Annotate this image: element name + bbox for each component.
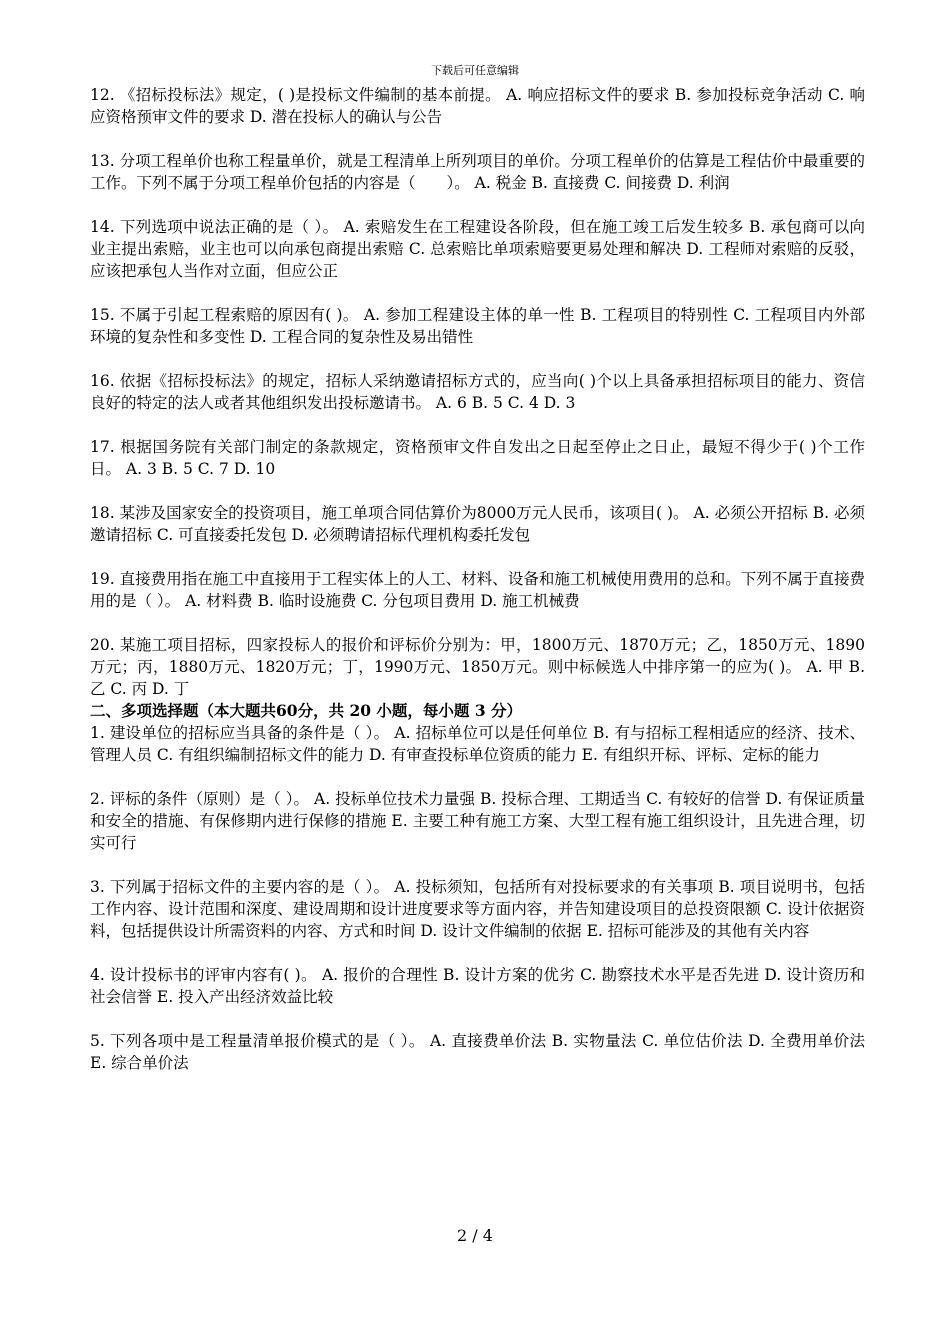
question-16: 16. 依据《招标投标法》的规定，招标人采纳邀请招标方式的，应当向( )个以上具备承担招标项目的能力、资信良好的特定的法人或者其他组织发出投标邀请书。 A. 6 B. 5 C. 4 D. 3 [90,372,865,412]
question-13: 13. 分项工程单价也称工程量单价，就是工程清单上所列项目的单价。分项工程单价的估算是工程估价中最重要的工作。下列不属于分项工程单价包括的内容是（ ）。 A. 税金 B. 直接费 C. 间接费 D. 利润 [90,152,865,192]
question-12: 12. 《招标投标法》规定，( )是投标文件编制的基本前提。 A. 响应招标文件的要求 B. 参加投标竞争活动 C. 响应资格预审文件的要求 D. 潜在投标人的确认与公告 [90,86,865,126]
multi-question-2: 2. 评标的条件（原则）是（ ）。 A. 投标单位技术力量强 B. 投标合理、工期适当 C. 有较好的信誉 D. 有保证质量和安全的措施、有保修期内进行保修的措施 E. 主要工种有施工方案、大型工程有施工组织设计，且先进合理，切实可行 [90,790,865,852]
section-title-multiple-choice: 二、多项选择题（本大题共60分，共 20 小题，每小题 3 分） [90,701,523,720]
page-header: 下载后可任意编辑 [431,64,519,77]
page-number: 2 / 4 [457,1226,493,1245]
question-14: 14. 下列选项中说法正确的是（ ）。 A. 索赔发生在工程建设各阶段，但在施工竣工后发生较多 B. 承包商可以向业主提出索赔，业主也可以向承包商提出索赔 C. 总索赔比单项索赔要更易处理和解决 D. 工程师对索赔的反驳，应该把承包人当作对立面，但应公正 [90,218,865,280]
multi-question-5: 5. 下列各项中是工程量清单报价模式的是（ ）。 A. 直接费单价法 B. 实物量法 C. 单位估价法 D. 全费用单价法 E. 综合单价法 [90,1032,865,1072]
question-20: 20. 某施工项目招标，四家投标人的报价和评标价分别为：甲，1800万元、1870万元；乙，1850万元、1890万元；丙，1880万元、1820万元；丁，1990万元、1850万元。则中标候选人中排序第一的应为( )。 A. 甲 B. 乙 C. 丙 D. 丁 [90,636,865,698]
question-15: 15. 不属于引起工程索赔的原因有( )。 A. 参加工程建设主体的单一性 B. 工程项目的特别性 C. 工程项目内外部环境的复杂性和多变性 D. 工程合同的复杂性及易出错性 [90,306,865,346]
multi-question-4: 4. 设计投标书的评审内容有( )。 A. 报价的合理性 B. 设计方案的优劣 C. 勘察技术水平是否先进 D. 设计资历和社会信誉 E. 投入产出经济效益比较 [90,966,865,1006]
multi-question-1: 1. 建设单位的招标应当具备的条件是（ ）。 A. 招标单位可以是任何单位 B. 有与招标工程相适应的经济、技术、管理人员 C. 有组织编制招标文件的能力 D. 有审查投标单位资质的能力 E. 有组织开标、评标、定标的能力 [90,724,865,764]
question-19: 19. 直接费用指在施工中直接用于工程实体上的人工、材料、设备和施工机械使用费用的总和。下列不属于直接费用的是（ ）。 A. 材料费 B. 临时设施费 C. 分包项目费用 D. 施工机械费 [90,570,865,610]
question-18: 18. 某涉及国家安全的投资项目，施工单项合同估算价为8000万元人民币，该项目( )。 A. 必须公开招标 B. 必须邀请招标 C. 可直接委托发包 D. 必须聘请招标代理机构委托发包 [90,504,865,544]
document-body [90,84,865,1096]
multi-question-3: 3. 下列属于招标文件的主要内容的是（ ）。 A. 投标须知，包括所有对投标要求的有关事项 B. 项目说明书，包括工作内容、设计范围和深度、建设周期和设计进度要求等方面内容，并告知建设项目的总投资限额 C. 设计依据资料，包括提供设计所需资料的内容、方式和时间 D. 设计文件编制的依据 E. 招标可能涉及的其他有关内容 [90,878,865,940]
question-17: 17. 根据国务院有关部门制定的条款规定，资格预审文件自发出之日起至停止之日止，最短不得少于( )个工作日。 A. 3 B. 5 C. 7 D. 10 [90,438,865,478]
